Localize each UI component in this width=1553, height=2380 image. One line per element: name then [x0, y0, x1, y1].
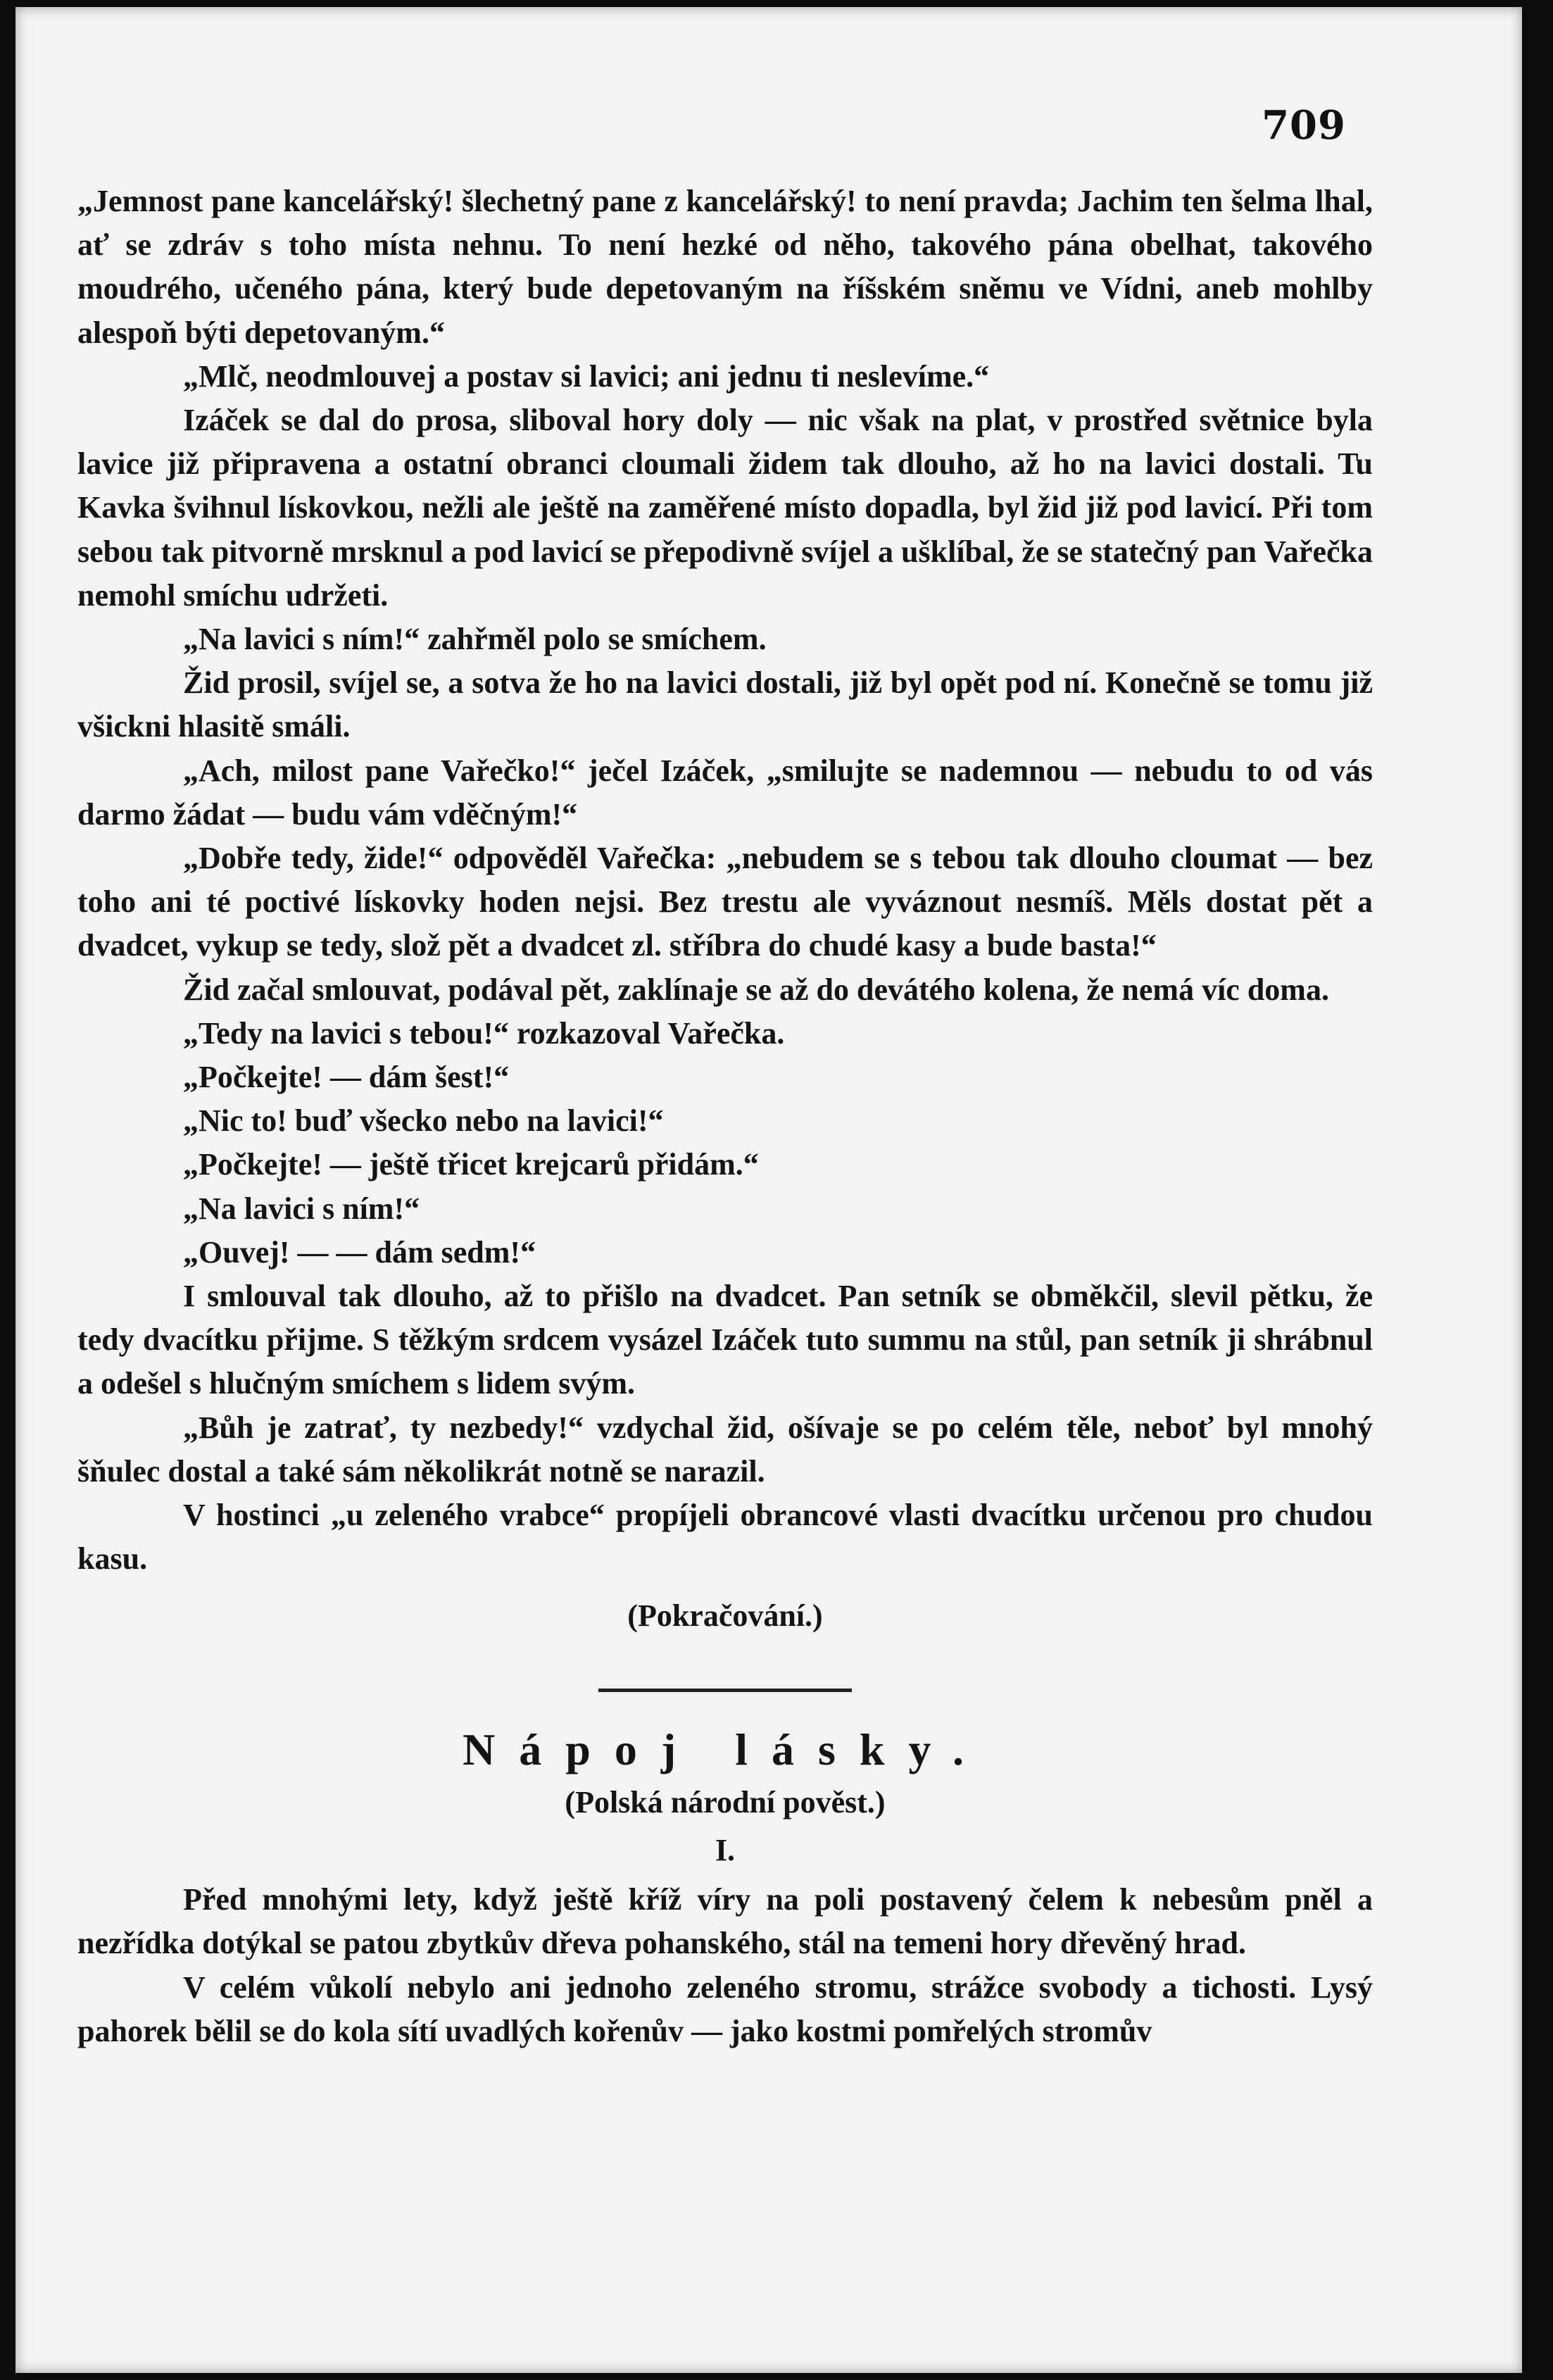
paragraph: „Dobře tedy, žide!“ odpověděl Vařečka: „nebudem se s tebou tak dlouho cloumat — bez toho ani té poctivé lískovky hoden nejsi. Bez trestu ale vyváznout nesmíš. Měls dostat pět a dvadcet, vykup se tedy, slož pět a dvadcet zl. stříbra do chudé kasy a bude basta!“ [77, 841, 1373, 963]
paragraph: „Bůh je zatrať, ty nezbedy!“ vzdychal žid, ošívaje se po celém těle, neboť byl mnohý šňulec dostal a také sám několikrát notně se narazil. [77, 1410, 1373, 1489]
paragraph: „Počkejte! — ještě třicet krejcarů přidám.“ [183, 1147, 759, 1182]
paragraph: „Mlč, neodmlouvej a postav si lavici; ani jednu ti neslevíme.“ [183, 358, 990, 394]
paragraph: I smlouval tak dlouho, až to přišlo na dvadcet. Pan setník se obměkčil, slevil pětku, že tedy dvacítku přijme. S těžkým srdcem vysázel Izáček tuto summu na stůl, pan setník ji shrábnul a odešel s hlučným smíchem s lidem svým. [77, 1279, 1373, 1401]
story-subtitle: (Polská národní pověst.) [565, 1784, 886, 1820]
chapter-number: I. [715, 1832, 736, 1867]
paragraph: Žid prosil, svíjel se, a sotva že ho na lavici dostali, již byl opět pod ní. Konečně se tomu již všickni hlasitě smáli. [77, 665, 1373, 744]
paragraph: Žid začal smlouvat, podával pět, zaklínaje se až do devátého kolena, že nemá víc doma. [183, 972, 1329, 1007]
paragraph: „Na lavici s ním!“ zahřměl polo se smíchem. [183, 622, 767, 657]
section-divider [598, 1689, 852, 1692]
paragraph: „Ouvej! — — dám sedm!“ [183, 1234, 536, 1270]
paragraph: Izáček se dal do prosa, sliboval hory doly — nic však na plat, v prostřed světnice byla lavice již připravena a ostatní obranci cloumali židem tak dlouho, až ho na lavici dostali. Tu Kavka švihnul lískovkou, nežli ale ještě na zaměřené místo dopadla, byl žid již pod lavicí. Při tom sebou tak pitvorně mrsknul a pod lavicí se přepodivně svíjel a ušklíbal, že se statečný pan Vařečka nemohl smíchu udržeti. [77, 403, 1373, 613]
continuation-note: (Pokračování.) [627, 1598, 823, 1633]
paragraph: V celém vůkolí nebylo ani jednoho zeleného stromu, strážce svobody a tichosti. Lysý pahorek bělil se do kola sítí uvadlých kořenův — jako kostmi pomřelých stromův [77, 1969, 1373, 2048]
paragraph: „Na lavici s ním!“ [183, 1191, 420, 1226]
page-number: 709 [1262, 102, 1346, 149]
article-body [77, 180, 1373, 2053]
paragraph: „Nic to! buď všecko nebo na lavici!“ [183, 1103, 664, 1139]
paragraph: „Ach, milost pane Vařečko!“ ječel Izáček, „smilujte se nademnou — nebudu to od vás darmo žádat — budu vám vděčným!“ [77, 753, 1373, 832]
paragraph: „Jemnost pane kancelářský! šlechetný pane z kancelářský! to není pravda; Jachim ten šelma lhal, ať se zdráv s toho místa nehnu. To není hezké od něho, takového pána obelhat, takového moudrého, učeného pána, který bude depetovaným na říšském sněmu ve Vídni, aneb mohlby alespoň býti depetovaným.“ [77, 184, 1373, 350]
paragraph: „Tedy na lavici s tebou!“ rozkazoval Vařečka. [183, 1015, 785, 1051]
paragraph: Před mnohými lety, když ještě kříž víry na poli postavený čelem k nebesům pněl a nezřídka dotýkal se patou zbytkův dřeva pohanského, stál na temeni hory dřevěný hrad. [77, 1882, 1373, 1961]
book-page [15, 7, 1522, 2373]
paragraph: V hostinci „u zeleného vrabce“ propíjeli obrancové vlasti dvacítku určenou pro chudou kasu. [77, 1498, 1373, 1577]
story-title: Nápoj lásky. [463, 1724, 988, 1774]
paragraph: „Počkejte! — dám šest!“ [183, 1060, 510, 1095]
